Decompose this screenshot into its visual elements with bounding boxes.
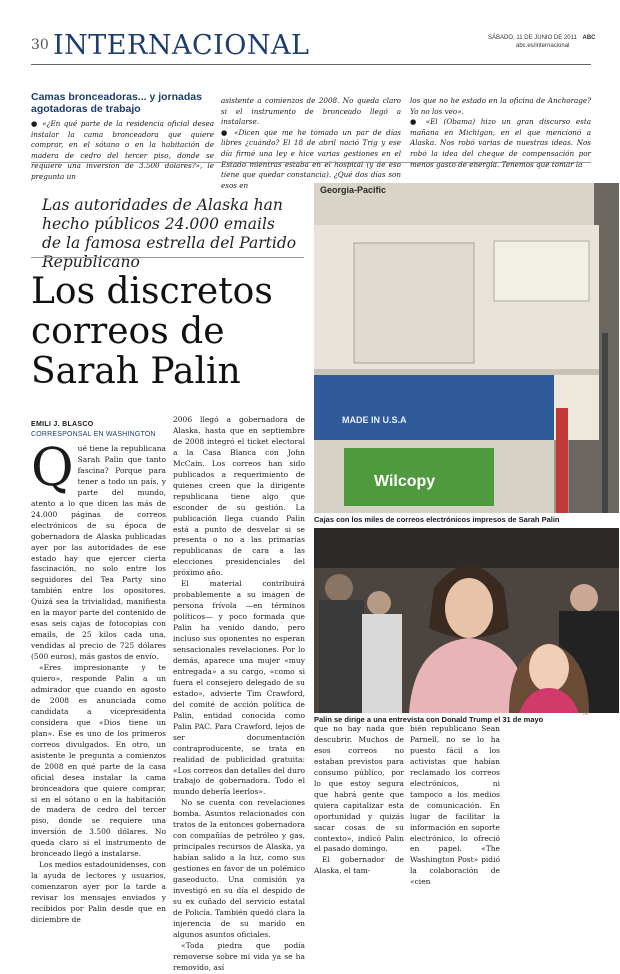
author-role: CORRESPONSAL EN WASHINGTON — [31, 431, 156, 438]
strip-col-3: los que no he estado en la oficina de Anchorage? Yo no los veo». ● «El (Obama) hizo un gran discurso esta mañana en Michigan, en el que mencionó a Alaska. Nos robó varias de nuestras ideas. Nos robó la idea del cheque de compensación por menos gasto de energía. Tenemos que tomar la — [410, 96, 591, 169]
section-title: INTERNACIONAL — [53, 30, 310, 61]
author-name: EMILI J. BLASCO — [31, 421, 94, 428]
date: SÁBADO, 11 DE JUNIO DE 2011 — [488, 35, 577, 41]
strip-headline: Camas bronceadoras... y jornadas agotadoras de trabajo — [31, 91, 202, 115]
body-paragraph: El material contribuirá probablemente a su imagen de persona frívola —en términos políticos— y poco formada que Palin ha venido dando, pero incluso sus oponentes no esperan sensacionales revelaciones. Por lo demás, aparece una mujer «muy entregada» a su cargo, «como si fuera el consejero delegado de su estado», advierte Tim Crawford, del comité de acción política de Palin, entidad conocida como Palin PAC. Para Crawford, lejos de ser documentación contraproducente, se trata en realidad de publicidad gratuita: «Los correos dan detalles del duro trabajo de gobernadora. Todo el mundo debería leerlos». — [173, 579, 305, 797]
dateline — [488, 34, 595, 50]
strip-quote-2: «Dicen que me he tomado un par de días libres ¿cuándo? El 18 de abril nació Trig y ese día firmé una ley e hice varias gestiones en el Estado mientras estaba en el hospital (y de eso tiene que quedar constancia). ¿Qué dos días son esos en — [221, 127, 401, 190]
body-paragraph: que no hay nada que descubrir. Muchos de esos correos no estaban previstos para consumo público, por lo que estoy segura que habrá gente que quiera capitalizar esta oportunidad y quizás sacar cosas de su contexto», indicó Palin el pasado domingo. — [314, 724, 404, 854]
kicker-rule — [31, 257, 304, 258]
body-column-1 — [31, 438, 166, 926]
box-made-label: MADE IN U.S.A — [342, 415, 407, 425]
body-paragraph: No se cuenta con revelaciones bomba. Asuntos relacionados con tratos de la entonces gobernadora con compañías de petróleo y gas, principales recursos de Alaska, ya habían salido a la luz, como sus gestiones en favor de un polémico gaseoducto. Una comisión ya investigó en su día el despido de su ex cuñado del servicio estatal de Policía. También quedó clara la injerencia de su marido en algunos asuntos oficiales. — [173, 798, 305, 939]
body-paragraph: «Toda piedra que podía removerse sobre mi vida ya se ha removido, así — [173, 940, 305, 972]
byline — [31, 420, 156, 440]
body-paragraph: «Eres impresionante y te quiero», responde Palin a un admirador que cuando en agosto de 2008 es anunciada como candidata a vicepresidenta considera que «Dios tiene un plan». Ese es uno de los primeros correos divulgados. En otro, un asistente le pregunta a comienzos de 2008 en qué parte de la casa oficial desea instalar la cama bronceadora que quiere comprar, si en el sótano o en la habitación de madera de cedro del tercer piso, donde se requiere una inversión de 3.500 dólares. No queda claro si el instrumento de bronceado llegó a instalarse. — [31, 663, 166, 859]
box-brand-label: Georgia-Pacific — [320, 185, 387, 195]
body-column-2 — [173, 415, 305, 974]
body-paragraph: ué tiene la republicana Sarah Palin que tanto fascina? Porque para tener a todo un país, y parte del mundo, atento a lo que dicen las más de 24.000 páginas de correos electrónicos de su época de gobernadora de Alaska publicadas ayer por las autoridades de ese estado hay que ejercer cierta fascinación, no solo entre los seguidores del Tea Party sino también entre los opositores. Quizá sea la trivialidad, manifiesta en la mayor parte del contenido de esas seis cajas de fotocopias con emails, de 25 kilos cada una, vendidas al precio de 725 dólares (500 euros), más gastos de envío. — [31, 444, 166, 662]
brand-logo: ABC — [582, 35, 596, 41]
body-paragraph: 2006 llegó a gobernadora de Alaska, hasta que en septiembre de 2008 integró el ticket electoral a la Casa Blanca con John McCain. Los correos han sido publicados a requerimiento de quienes creen que la dirigente republicana tiene algo que esconder de su gestión. La publicación llega cuando Palin está a punto de desvelar si se presenta o no a las primarias republicanas de cara a las elecciones presidenciales del próximo año. — [173, 415, 305, 578]
strip-col-2: asistente a comienzos de 2008. No queda claro si el instrumento de bronceado llegó a instalarse. ● «Dicen que me he tomado un par de días libres ¿cuándo? El 18 de abril nació Trig y ese día firmé una ley e hice varias gestiones en el Estado mientras estaba en el hospital (y de eso tiene que quedar constancia). ¿Qué dos días son esos en — [221, 96, 401, 190]
strip-quote-3: «El (Obama) hizo un gran discurso esta mañana en Michigan, en el que mencionó a Alaska. Nos robó varias de nuestras ideas. Nos robó la idea del cheque de compensación por menos gasto de energía. Tenemos que tomar la — [410, 117, 591, 169]
kicker: Las autoridades de Alaska han hecho públicos 24.000 emails de la famosa estrella del Partido Republicano — [42, 196, 297, 271]
strip-quote-1: «¿En qué parte de la residencia oficial desea instalar la cama bronceadora que quiere comprar, en el sótano o en la habitación de madera de cedro del tercer piso, donde se requiere una inversión de 3.500 dólares?», le pregunta un — [31, 119, 214, 181]
strip-quote-1-cont: asistente a comienzos de 2008. No queda claro si el instrumento de bronceado llegó a instalarse. — [221, 96, 401, 127]
strip-quote-2-cont: los que no he estado en la oficina de Anchorage? Yo no los veo». — [410, 96, 591, 116]
body-paragraph: Los medios estadounidenses, con la ayuda de lectores y usuarios, comenzaron ayer por la tarde a revisar los mensajes enviados y recibidos por Palin desde que en diciembre de — [31, 860, 166, 924]
box-wilcopy-label: Wilcopy — [374, 473, 436, 490]
boxes-photo — [314, 183, 619, 513]
headline: Los discretos correos de Sarah Palin — [31, 271, 273, 392]
strip-col-1: Camas bronceadoras... y jornadas agotadoras de trabajo ● «¿En qué parte de la residencia oficial desea instalar la cama bronceadora que quiere comprar, en el sótano o en la habitación de madera de cedro del tercer piso, donde se requiere una inversión de 3.500 dólares?», le pregunta un — [31, 91, 214, 181]
palin-photo — [314, 528, 619, 713]
crowd-illustration — [314, 528, 619, 713]
boxes-illustration — [314, 183, 619, 513]
header-rule — [31, 64, 591, 65]
photo-caption-boxes: Cajas con los miles de correos electrónicos impresos de Sarah Palin — [314, 515, 560, 524]
photo-credit: AP — [583, 711, 590, 716]
body-column-3 — [314, 724, 404, 877]
photo-caption-palin: Palin se dirige a una entrevista con Donald Trump el 31 de mayo — [314, 715, 544, 724]
strip-rule — [31, 162, 591, 163]
body-paragraph: bién republicano Sean Parnell, no se lo ha puesto fácil a los activistas que habían reclamado los correos electrónicos, ni tampoco a los medios de comunicación. En lugar de facilitar la información en soporte electrónico, lo ofreció en papel. «The Washington Post» pidió la colaboración de «cien — [410, 724, 500, 887]
page-number: 30 — [31, 37, 49, 53]
body-paragraph: El gobernador de Alaska, el tam- — [314, 855, 404, 876]
drop-cap: Q — [31, 438, 74, 498]
web-link[interactable]: abc.es/internacional — [516, 43, 570, 49]
body-column-4 — [410, 724, 500, 888]
